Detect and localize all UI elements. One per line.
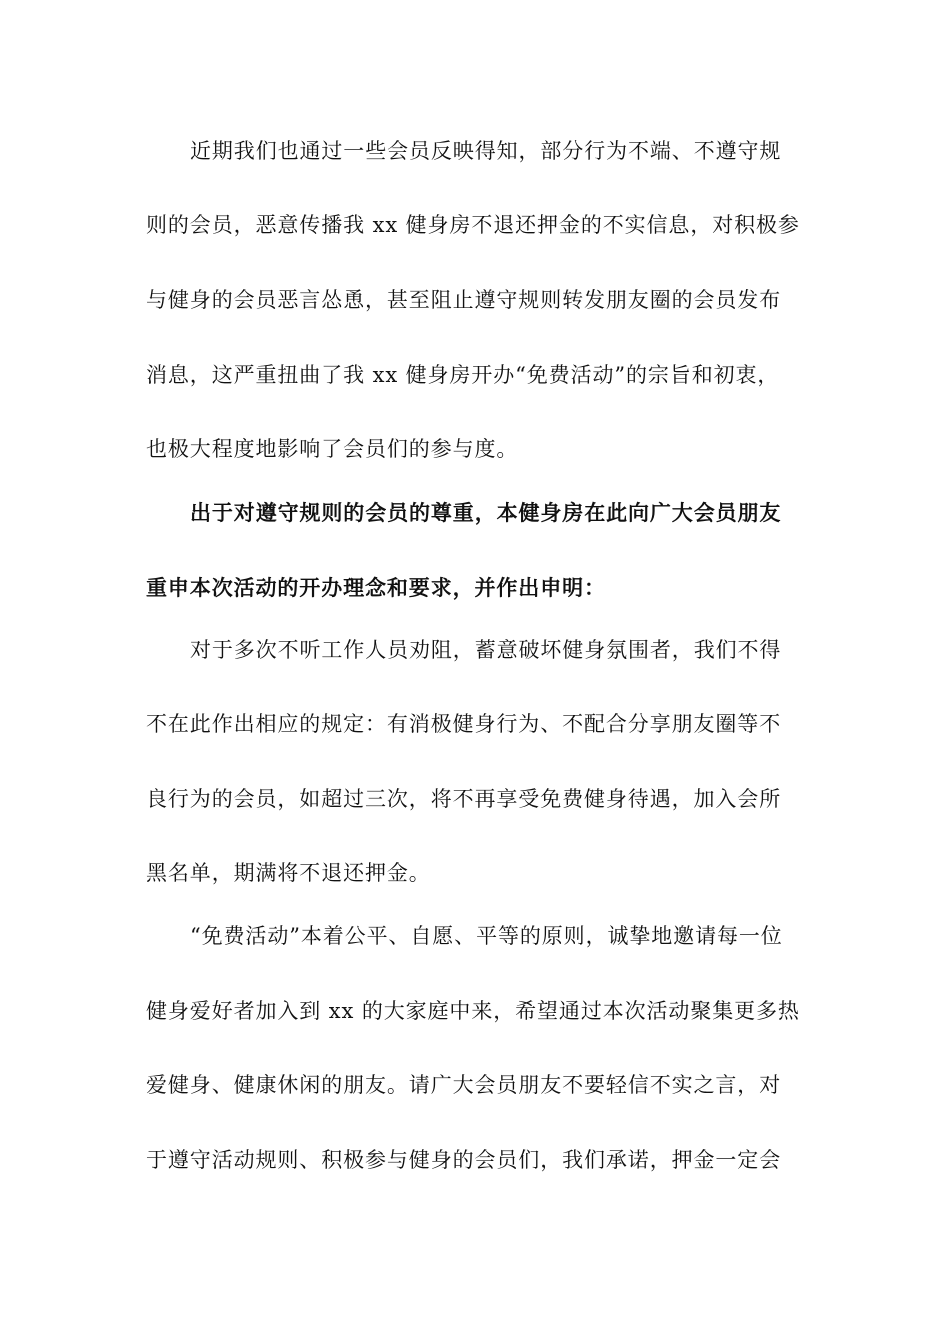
paragraph-1-line-3: 与健身的会员恶言怂恿，甚至阻止遵守规则转发朋友圈的会员发布 [146, 288, 782, 312]
paragraph-3-line-1: 对于多次不听工作人员劝阻，蓄意破坏健身氛围者，我们不得 [190, 638, 782, 662]
paragraph-4-line-4: 于遵守活动规则、积极参与健身的会员们，我们承诺，押金一定会 [146, 1148, 782, 1172]
paragraph-1-line-4: 消息，这严重扭曲了我 xx 健身房开办“免费活动”的宗旨和初衷， [146, 363, 780, 387]
paragraph-1-line-1: 近期我们也通过一些会员反映得知，部分行为不端、不遵守规 [190, 139, 782, 163]
paragraph-3-line-3: 良行为的会员，如超过三次，将不再享受免费健身待遇，加入会所 [146, 787, 782, 811]
paragraph-3-line-4: 黑名单，期满将不退还押金。 [146, 861, 431, 885]
paragraph-1-line-5: 也极大程度地影响了会员们的参与度。 [146, 437, 519, 461]
paragraph-4-line-2: 健身爱好者加入到 xx 的大家庭中来，希望通过本次活动聚集更多热 [146, 999, 800, 1023]
paragraph-1-line-2: 则的会员，恶意传播我 xx 健身房不退还押金的不实信息，对积极参 [146, 213, 800, 237]
paragraph-4-line-1: “免费活动”本着公平、自愿、平等的原则，诚挚地邀请每一位 [190, 924, 783, 948]
paragraph-4-line-3: 爱健身、健康休闲的朋友。请广大会员朋友不要轻信不实之言，对 [146, 1073, 782, 1097]
paragraph-3-line-2: 不在此作出相应的规定：有消极健身行为、不配合分享朋友圈等不 [146, 712, 782, 736]
paragraph-2-line-2: 重申本次活动的开办理念和要求，并作出申明： [146, 575, 606, 600]
paragraph-2-line-1: 出于对遵守规则的会员的尊重，本健身房在此向广大会员朋友 [190, 500, 782, 525]
